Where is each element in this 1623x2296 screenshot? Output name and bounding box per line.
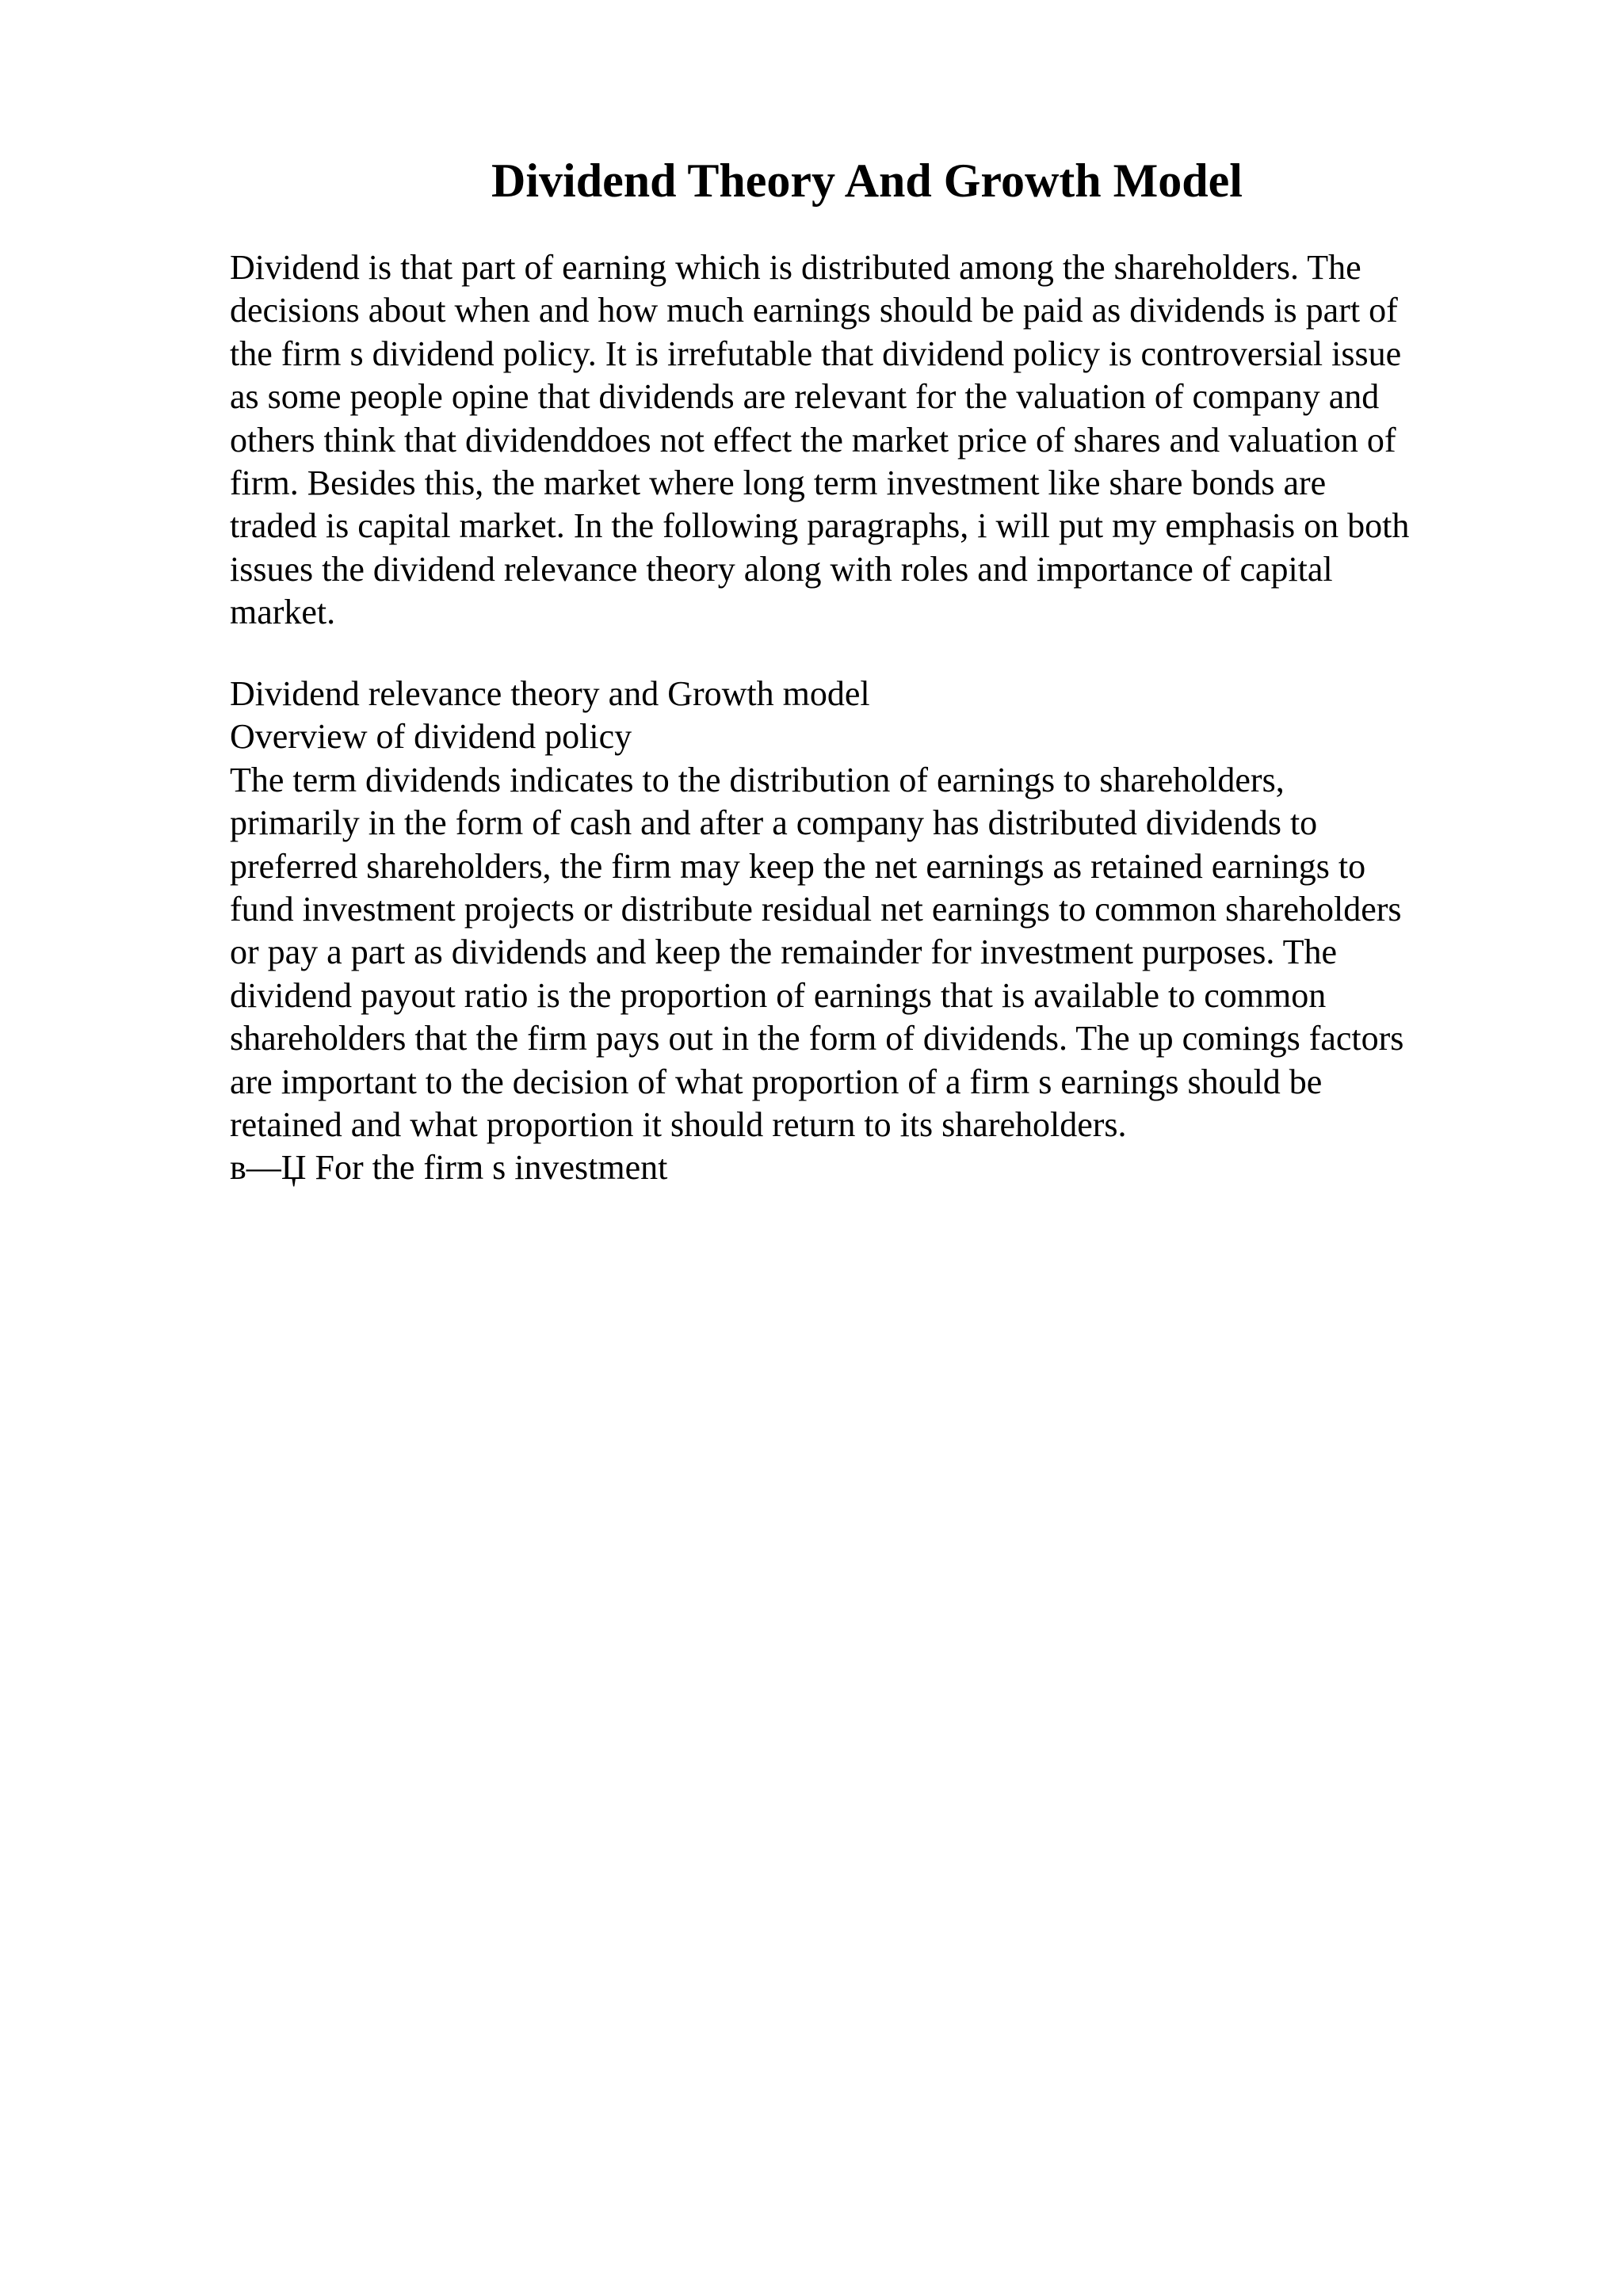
text-line: or pay a part as dividends and keep the remainder for investment purposes. The	[230, 933, 1337, 972]
dividend-policy-section	[230, 673, 1498, 1190]
text-line: decisions about when and how much earnings should be paid as dividends is part of	[230, 291, 1398, 330]
text-line: retained and what proportion it should return to its shareholders.	[230, 1105, 1127, 1145]
text-line: shareholders that the firm pays out in the form of dividends. The up comings factors	[230, 1019, 1404, 1058]
text-line: others think that dividenddoes not effect the market price of shares and valuation of	[230, 420, 1396, 460]
section-heading: Dividend relevance theory and Growth model	[230, 674, 870, 713]
text-line: Dividend is that part of earning which is distributed among the shareholders. The	[230, 248, 1361, 287]
intro-paragraph	[230, 246, 1498, 635]
text-line: preferred shareholders, the firm may keep the net earnings as retained earnings to	[230, 846, 1366, 886]
text-line: are important to the decision of what proportion of a firm s earnings should be	[230, 1062, 1323, 1101]
text-line: The term dividends indicates to the distribution of earnings to shareholders,	[230, 760, 1285, 799]
text-line: dividend payout ratio is the proportion of earnings that is available to common	[230, 975, 1327, 1015]
subsection-heading: Overview of dividend policy	[230, 717, 632, 757]
text-line: as some people opine that dividends are relevant for the valuation of company and	[230, 377, 1380, 417]
text-line: traded is capital market. In the following paragraphs, i will put my emphasis on both	[230, 506, 1410, 546]
text-line: the firm s dividend policy. It is irrefutable that dividend policy is controversial issue	[230, 334, 1402, 373]
text-line: firm. Besides this, the market where long term investment like share bonds are	[230, 463, 1327, 503]
text-line: issues the dividend relevance theory along with roles and importance of capital	[230, 549, 1333, 589]
bullet-item: в—Џ For the firm s investment	[230, 1148, 668, 1188]
text-line: primarily in the form of cash and after a company has distributed dividends to	[230, 803, 1318, 843]
document-title: Dividend Theory And Growth Model	[491, 154, 1243, 207]
text-line: fund investment projects or distribute residual net earnings to common shareholders	[230, 890, 1402, 929]
text-line: market.	[230, 593, 336, 632]
